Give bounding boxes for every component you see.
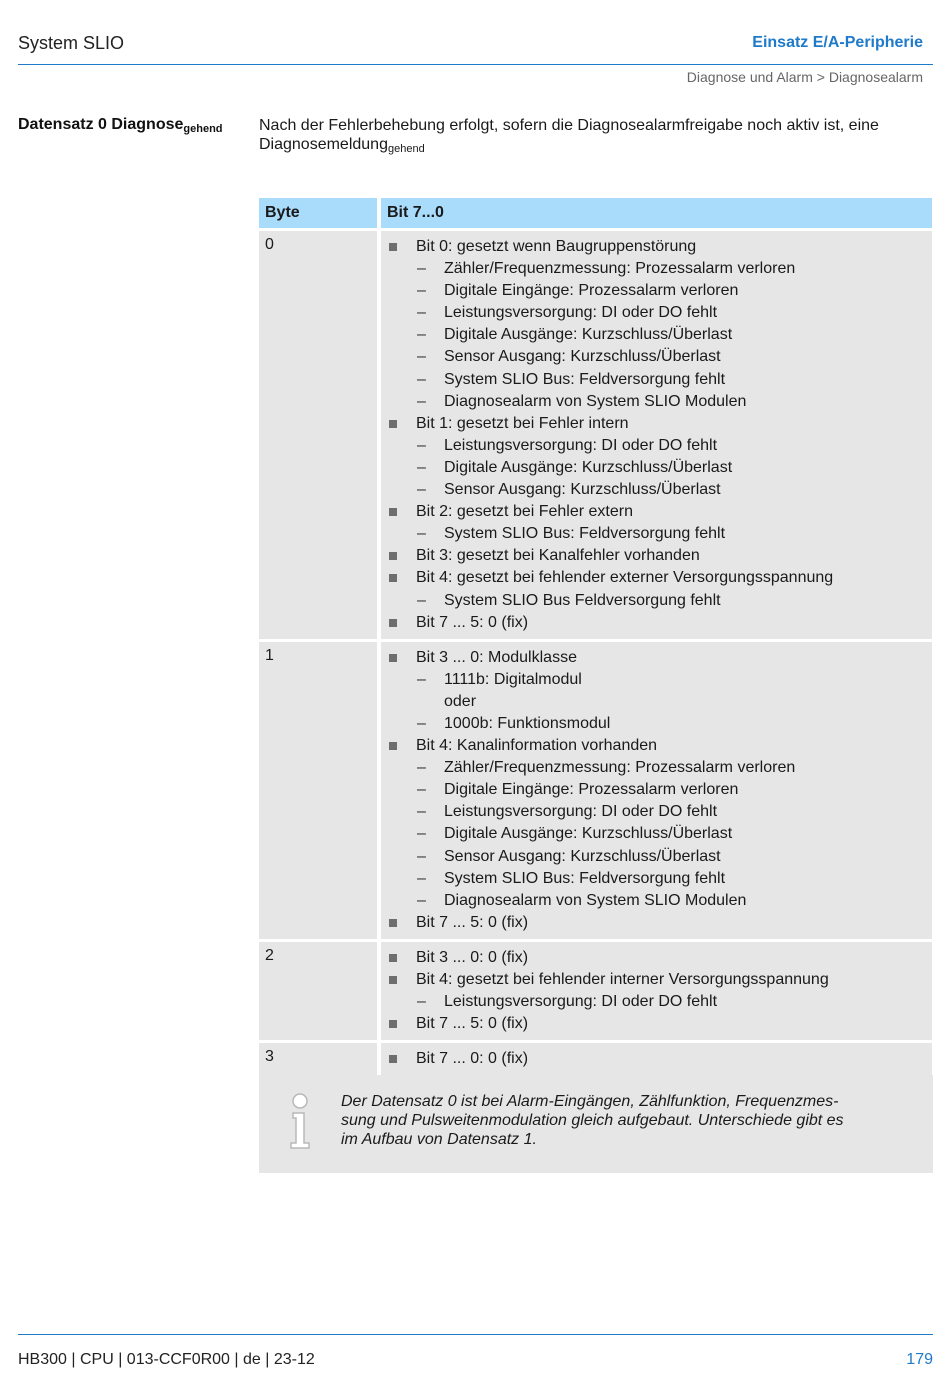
list-item: Bit 1: gesetzt bei Fehler intern [387,413,932,435]
dash-bullet-icon: – [417,891,426,909]
list-item: – 1111b: Digitalmodul [387,669,932,691]
dash-bullet-icon: – [417,392,426,410]
dash-bullet-icon: – [417,436,426,454]
dash-bullet-icon: – [417,458,426,476]
list-item: – Diagnosealarm von System SLIO Modulen [387,890,932,912]
dash-bullet-icon: – [417,260,426,278]
intro-subscript: gehend [387,143,425,155]
note-text: Der Datensatz 0 ist bei Alarm-Eingängen, Zählfunktion, Frequenzmes- sung und Pulsweitenmodulation gleich aufgebaut. Unterschiede gibt es im Aufbau von Datensatz 1. [341,1093,844,1148]
square-bullet-icon [389,1055,397,1063]
list-item: – System SLIO Bus: Feldversorgung fehlt [387,369,932,391]
header-bits: Bit 7...0 [381,198,932,228]
header-manual-title: System SLIO [18,33,125,53]
list-item: – Sensor Ausgang: Kurzschluss/Überlast [387,346,932,368]
bits-cell [381,231,932,639]
byte-cell: 0 [259,231,377,639]
list-item: Bit 2: gesetzt bei Fehler extern [387,501,932,523]
bits-cell [381,942,932,1040]
dash-bullet-icon: – [417,348,426,366]
footer-document-id: HB300 | CPU | 013-CCF0R00 | de | 23-12 [18,1351,315,1368]
list-item: – Zähler/Frequenzmessung: Prozessalarm verloren [387,757,932,779]
list-item: Bit 7 ... 5: 0 (fix) [387,612,932,634]
list-item: Bit 7 ... 0: 0 (fix) [387,1048,932,1070]
section-title: Datensatz 0 Diagnose$_{gehend}$ [18,116,223,135]
list-item: – Diagnosealarm von System SLIO Modulen [387,391,932,413]
list-item: Bit 3 ... 0: 0 (fix) [387,947,932,969]
dash-bullet-icon: – [417,670,426,688]
list-item: – Leistungsversorgung: DI oder DO fehlt [387,801,932,823]
square-bullet-icon [389,552,397,560]
dash-bullet-icon: – [417,869,426,887]
list-item: – Sensor Ausgang: Kurzschluss/Überlast [387,846,932,868]
dash-bullet-icon: – [417,525,426,543]
byte-cell: 3 [259,1043,377,1075]
bits-cell [381,1043,932,1075]
header-divider [18,64,933,65]
diagnosis-table [259,198,932,1078]
list-item: – Digitale Ausgänge: Kurzschluss/Überlast [387,457,932,479]
list-item: – System SLIO Bus: Feldversorgung fehlt [387,868,932,890]
square-bullet-icon [389,420,397,428]
list-item: Bit 0: gesetzt wenn Baugruppenstörung [387,236,932,258]
header-chapter-title: Einsatz E/A-Peripherie [752,34,923,51]
dash-bullet-icon: – [417,993,426,1011]
dash-bullet-icon: – [417,282,426,300]
square-bullet-icon [389,619,397,627]
list-item: – Digitale Ausgänge: Kurzschluss/Überlast [387,823,932,845]
page-number: 179 [906,1351,933,1368]
header-byte: Byte [259,198,377,228]
square-bullet-icon [389,508,397,516]
square-bullet-icon [389,243,397,251]
list-item: – Zähler/Frequenzmessung: Prozessalarm verloren [387,258,932,280]
list-item: – Leistungsversorgung: DI oder DO fehlt [387,302,932,324]
dash-bullet-icon: – [417,803,426,821]
list-item: Bit 4: gesetzt bei fehlender interner Versorgungsspannung [387,969,932,991]
table-header-row [259,198,932,228]
list-item: – Leistungsversorgung: DI oder DO fehlt [387,435,932,457]
square-bullet-icon [389,654,397,662]
dash-bullet-icon: – [417,714,426,732]
square-bullet-icon [389,742,397,750]
list-item: Bit 3: gesetzt bei Kanalfehler vorhanden [387,545,932,567]
section-title-subscript: gehend [183,123,223,135]
list-item: – Leistungsversorgung: DI oder DO fehlt [387,991,932,1013]
list-item: – Digitale Eingänge: Prozessalarm verloren [387,779,932,801]
list-item: Bit 7 ... 5: 0 (fix) [387,1013,932,1035]
intro-paragraph: Nach der Fehlerbehebung erfolgt, sofern die Diagnosealarmfreigabe noch aktiv ist, eine Diagnosemeldung$_{gehend}$ [259,117,879,155]
square-bullet-icon [389,954,397,962]
square-bullet-icon [389,574,397,582]
table-row [259,1043,932,1075]
list-item: Bit 4: gesetzt bei fehlender externer Versorgungsspannung [387,567,932,589]
table-row [259,642,932,939]
square-bullet-icon [389,976,397,984]
list-item: Bit 4: Kanalinformation vorhanden [387,735,932,757]
bits-cell [381,642,932,939]
dash-bullet-icon: – [417,781,426,799]
dash-bullet-icon: – [417,591,426,609]
list-item: – 1000b: Funktionsmodul [387,713,932,735]
info-icon [284,1093,316,1151]
dash-bullet-icon: – [417,847,426,865]
list-item: – System SLIO Bus Feldversorgung fehlt [387,590,932,612]
square-bullet-icon [389,1020,397,1028]
footer-divider [18,1334,933,1335]
square-bullet-icon [389,919,397,927]
dash-bullet-icon: – [417,326,426,344]
list-item: – Digitale Ausgänge: Kurzschluss/Überlast [387,324,932,346]
byte-cell: 1 [259,642,377,939]
dash-bullet-icon: – [417,304,426,322]
dash-bullet-icon: – [417,370,426,388]
list-item: – System SLIO Bus: Feldversorgung fehlt [387,523,932,545]
table-row [259,942,932,1040]
byte-cell: 2 [259,942,377,1040]
breadcrumb: Diagnose und Alarm > Diagnosealarm [686,69,923,85]
list-item: – Digitale Eingänge: Prozessalarm verloren [387,280,932,302]
dash-bullet-icon: – [417,481,426,499]
info-note-box [259,1075,933,1173]
list-item: – Sensor Ausgang: Kurzschluss/Überlast [387,479,932,501]
table-row [259,231,932,639]
list-item: Bit 3 ... 0: Modulklasse [387,647,932,669]
dash-bullet-icon: – [417,825,426,843]
dash-bullet-icon: – [417,759,426,777]
list-item: Bit 7 ... 5: 0 (fix) [387,912,932,934]
list-item: oder [444,692,477,710]
